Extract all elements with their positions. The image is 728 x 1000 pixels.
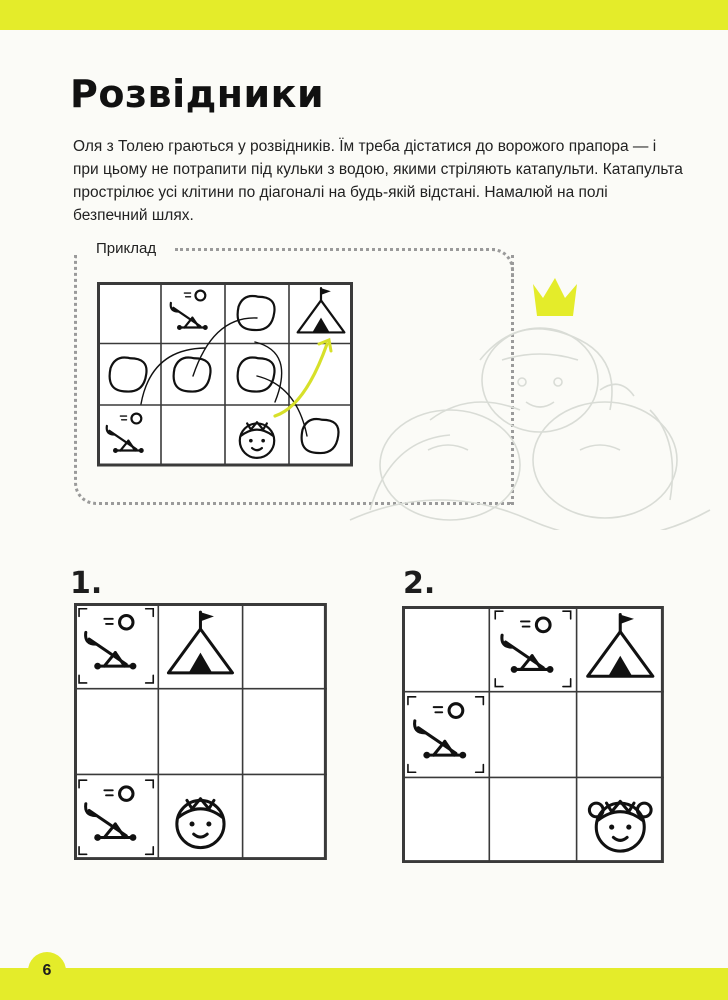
decorative-kids-sketch xyxy=(330,270,728,530)
page-title: Розвідники xyxy=(70,72,325,116)
task-1-grid-svg[interactable] xyxy=(74,603,327,860)
example-label: Приклад xyxy=(92,240,160,257)
task-1-grid[interactable] xyxy=(74,603,327,865)
task-2-grid-svg[interactable] xyxy=(402,606,664,863)
bottom-accent-band xyxy=(0,968,728,1000)
example-frame-top xyxy=(175,248,495,251)
task-1-number: 1. xyxy=(70,566,103,601)
crown-icon xyxy=(533,278,577,316)
task-2-grid[interactable] xyxy=(402,606,664,868)
intro-text: Оля з Толею граються у розвідників. Їм треба дістатися до ворожого прапора — і при цьому не потрапити під кульки з водою, якими стріляють катапульти. Катапульта прострілює усі клітини по діагоналі на будь-якій відстані. Намалюй на полі безпечний шлях. xyxy=(73,138,683,224)
page-number: 6 xyxy=(28,952,66,990)
top-accent-band xyxy=(0,0,728,30)
task-2-number: 2. xyxy=(403,566,436,601)
example-grid-svg xyxy=(97,282,353,467)
example-grid xyxy=(97,282,353,472)
